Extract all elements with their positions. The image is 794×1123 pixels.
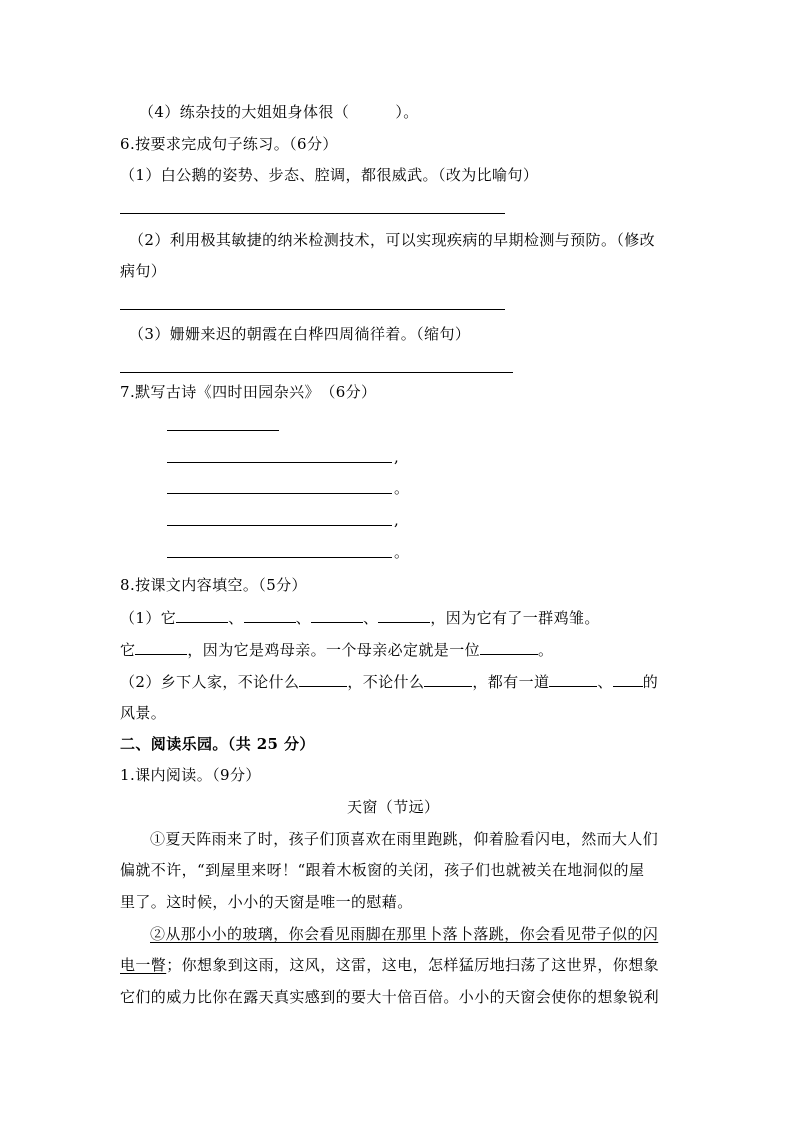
blank[interactable] bbox=[244, 608, 296, 623]
item-2-d: 、 bbox=[597, 673, 613, 691]
blank[interactable] bbox=[299, 672, 347, 687]
question-6-item-2-line-2: 病句） bbox=[120, 262, 167, 280]
sep: 、 bbox=[362, 609, 379, 627]
item-2-c: ，都有一道 bbox=[472, 673, 550, 691]
paragraph-1-line-1: ①夏天阵雨来了时，孩子们顶喜欢在雨里跑跳，仰着脸看闪电，然而大人们 bbox=[150, 830, 659, 848]
poem-line-4[interactable] bbox=[167, 557, 392, 558]
question-8-item-1-line-2 bbox=[120, 640, 553, 660]
paragraph-2-line-3: 它们的威力比你在露天真实感到的要大十倍百倍。小小的天窗会使你的想象锐利 bbox=[120, 988, 660, 1006]
poem-line-1-punct: , bbox=[394, 448, 400, 466]
item-2-e: 的 bbox=[642, 673, 659, 691]
line-start: 它 bbox=[120, 641, 136, 659]
poem-line-4-punct: 。 bbox=[394, 543, 410, 561]
blank[interactable] bbox=[135, 640, 187, 655]
question-8-item-2-line-1 bbox=[120, 672, 658, 692]
question-6-item-1: （1）白公鹅的姿势、步态、腔调，都很威武。（改为比喻句） bbox=[120, 166, 539, 184]
answer-line[interactable] bbox=[120, 213, 505, 214]
blank[interactable] bbox=[613, 672, 643, 687]
question-5-item-4: （4）练杂技的大姐姐身体很（ ）。 bbox=[139, 103, 419, 121]
question-8-item-1-line-1 bbox=[120, 608, 600, 628]
poem-line-2[interactable] bbox=[167, 493, 392, 494]
blank[interactable] bbox=[424, 672, 472, 687]
poem-title-line[interactable] bbox=[167, 430, 279, 431]
question-8-heading: 8.按课文内容填空。（5分） bbox=[120, 576, 307, 594]
line-mid: ，因为它是鸡母亲。一个母亲必定就是一位 bbox=[187, 641, 481, 659]
blank[interactable] bbox=[549, 672, 597, 687]
sep: 、 bbox=[228, 609, 244, 627]
poem-line-3-punct: , bbox=[394, 511, 400, 529]
paragraph-1-line-3: 里了。这时候，小小的天窗是唯一的慰藉。 bbox=[120, 893, 413, 911]
answer-line[interactable] bbox=[120, 372, 513, 373]
answer-line[interactable] bbox=[120, 309, 505, 310]
blank[interactable] bbox=[176, 608, 228, 623]
item-1-prefix: （1）它 bbox=[120, 609, 177, 627]
underlined-phrase: 电一瞥 bbox=[120, 956, 167, 974]
blank[interactable] bbox=[480, 640, 538, 655]
paragraph-2-line-1: ②从那小小的玻璃，你会看见雨脚在那里卜落卜落跳，你会看见带子似的闪 bbox=[150, 925, 659, 943]
question-6-heading: 6.按要求完成句子练习。（6分） bbox=[120, 135, 338, 153]
sep: 、 bbox=[295, 609, 311, 627]
question-6-item-2-line-1: （2）利用极其敏捷的纳米检测技术，可以实现疾病的早期检测与预防。（修改 bbox=[129, 231, 656, 249]
paragraph-1-line-2: 偏就不许，“到屋里来呀！“跟着木板窗的关闭，孩子们也就被关在地洞似的屋 bbox=[120, 861, 645, 879]
blank[interactable] bbox=[311, 608, 363, 623]
reading-1-heading: 1.课内阅读。（9分） bbox=[120, 766, 261, 784]
item-2-a: （2）乡下人家，不论什么 bbox=[120, 673, 300, 691]
blank[interactable] bbox=[378, 608, 430, 623]
item-2-b: ，不论什么 bbox=[347, 673, 425, 691]
poem-line-3[interactable] bbox=[167, 525, 392, 526]
question-7-heading: 7.默写古诗《四时田园杂兴》 （6分） bbox=[120, 383, 377, 401]
paragraph-2-line-2 bbox=[120, 955, 659, 975]
poem-line-1[interactable] bbox=[167, 462, 392, 463]
line-end: 。 bbox=[538, 641, 554, 659]
question-6-item-3: （3）姗姗来迟的朝霞在白桦四周徜徉着。（缩句） bbox=[129, 325, 471, 343]
question-8-item-2-line-2: 风景。 bbox=[120, 704, 167, 722]
section-2-heading: 二、阅读乐园。（共 25 分） bbox=[120, 735, 315, 753]
paragraph-2-line-2-rest: ；你想象到这雨，这风，这雷，这电，怎样猛厉地扫荡了这世界，你想象 bbox=[166, 956, 660, 974]
passage-title: 天窗（节远） bbox=[347, 798, 440, 816]
item-1-tail: ，因为它有了一群鸡雏。 bbox=[430, 609, 600, 627]
poem-line-2-punct: 。 bbox=[394, 479, 410, 497]
